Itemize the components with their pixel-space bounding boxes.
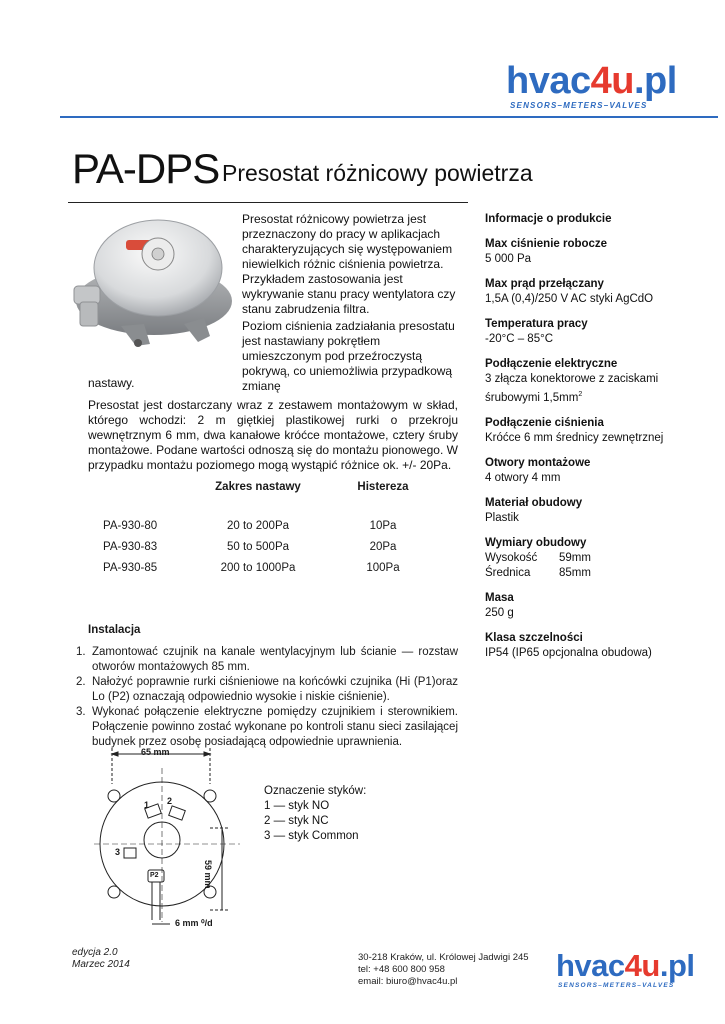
footer-email[interactable]: email: biuro@hvac4u.pl (358, 976, 458, 987)
step-number: 1. (76, 646, 86, 658)
logo-part-hvac: hvac (556, 948, 625, 983)
spec-label: Materiał obudowy (485, 496, 583, 509)
spec-value: IP54 (IP65 opcjonalna obudowa) (485, 646, 652, 659)
product-subtitle: Presostat różnicowy powietrza (222, 160, 533, 186)
logo-part-4u: 4u (624, 948, 660, 983)
spec-item (485, 456, 715, 486)
drawing-lug (204, 790, 216, 802)
installation-heading: Instalacja (88, 624, 141, 636)
spec-label: Podłączenie ciśnienia (485, 416, 604, 429)
photo-pipe-down (80, 302, 98, 326)
spec-dim-row (485, 566, 715, 581)
contact-item: 3 — styk Common (264, 830, 359, 842)
photo-pipe-left (74, 286, 100, 304)
spec-value: -20°C – 85°C (485, 333, 554, 345)
spec-item (485, 591, 715, 621)
spec-value: 5 000 Pa (485, 253, 532, 265)
footer-edition: edycja 2.0 (72, 947, 118, 958)
product-photo (66, 206, 234, 358)
spec-item (485, 317, 715, 347)
footer-logo[interactable] (556, 950, 696, 992)
table-row (103, 536, 443, 557)
logo-part-hvac: hvac (506, 60, 591, 102)
logo-part-pl: .pl (659, 948, 695, 983)
spec-dim-name: Wysokość (485, 551, 538, 564)
spec-label: Temperatura pracy (485, 318, 588, 330)
technical-drawing (90, 744, 250, 940)
spec-item (485, 536, 715, 581)
list-item (76, 645, 458, 675)
installation-steps (76, 645, 458, 750)
col-header-hysteresis: Histereza (357, 481, 409, 493)
list-item (76, 675, 458, 705)
footer-contact-block (358, 952, 529, 988)
cell-model: PA-930-83 (103, 540, 158, 553)
spec-value: Plastik (485, 511, 519, 524)
drawing-terminal-2 (169, 806, 186, 820)
logo-tagline: SENSORS–METERS–VALVES (558, 982, 675, 989)
contact-item: 1 — styk NO (264, 800, 330, 812)
spec-item (485, 631, 715, 661)
parameters-table (103, 481, 443, 578)
specs-heading: Informacje o produkcie (485, 213, 612, 225)
spec-value: 1,5A (0,4)/250 V AC styki AgCdO (485, 293, 654, 305)
drawing-lug (108, 886, 120, 898)
cell-range: 200 to 1000Pa (220, 561, 296, 574)
contacts-heading: Oznaczenie styków: (264, 785, 367, 797)
spec-label: Max prąd przełączany (485, 278, 604, 290)
footer-date: Marzec 2014 (72, 959, 130, 970)
intro-paragraph-2-tail: nastawy. (88, 376, 135, 390)
spec-dim-value: 85mm (559, 566, 591, 579)
drawing-terminal-3 (124, 848, 136, 858)
intro-paragraph-1: Presostat różnicowy powietrza jest przeznaczony do pracy w aplikacjach charakteryzujących się występowaniem niewielkich różnic ciśnienia powietrza. Przykładem zastosowania jest wykrywanie stanu pracy wentylatora czy stanu zabrudzenia filtra. (242, 212, 456, 316)
spec-value: Króćce 6 mm średnicy zewnętrznej (485, 431, 664, 444)
step-text: Nałożyć poprawnie rurki ciśnieniowe na końcówki czujnika (Hi (P1)oraz Lo (P2) oznaczają odpowiednio wysokie i niskie ciśnienie). (92, 676, 458, 703)
logo-part-pl: .pl (633, 60, 677, 102)
spec-value: 4 otwory 4 mm (485, 471, 561, 484)
terminal-label-2: 2 (167, 796, 173, 806)
spec-label: Masa (485, 591, 514, 604)
spec-value-text: 3 złącza konektorowe z zaciskami śrubowymi 1,5mm (485, 373, 659, 404)
cell-hysteresis: 20Pa (369, 540, 397, 553)
cell-hysteresis: 100Pa (366, 561, 400, 574)
col-header-range: Zakres nastawy (215, 481, 301, 493)
table-row (103, 515, 443, 536)
port-label-p2: P2 (150, 872, 159, 879)
spec-item (485, 277, 715, 307)
drawing-lug (108, 790, 120, 802)
footer-address: 30-218 Kraków, ul. Królowej Jadwigi 245 (358, 952, 529, 963)
step-number: 2. (76, 676, 86, 688)
step-text: Wykonać połączenie elektryczne pomiędzy czujnikiem i sterownikiem. Połączenie powinno zostać wykonane po kontroli stanu sieci zasilającej budynek przez osobę posiadającą odpowiednie uprawnienia. (92, 706, 458, 748)
photo-screw-hole (134, 339, 142, 347)
cell-range: 50 to 500Pa (226, 540, 290, 553)
table-row (103, 557, 443, 578)
spec-label: Klasa szczelności (485, 631, 583, 644)
photo-dial-knob (152, 248, 164, 260)
product-code: PA-DPS (72, 145, 220, 192)
spec-label: Wymiary obudowy (485, 536, 587, 549)
spec-label: Max ciśnienie robocze (485, 238, 608, 250)
logo-part-4u: 4u (590, 60, 634, 102)
spec-label: Podłączenie elektryczne (485, 358, 618, 370)
dim-label-height: 59 mm (203, 860, 213, 889)
spec-label: Otwory montażowe (485, 456, 591, 469)
terminal-label-3: 3 (115, 847, 121, 857)
spec-item (485, 237, 715, 267)
spec-value (485, 372, 685, 406)
step-number: 3. (76, 706, 86, 718)
spec-item (485, 496, 715, 526)
footer-phone[interactable]: tel: +48 600 800 958 (358, 964, 445, 975)
spec-item (485, 416, 715, 446)
specs-panel (485, 212, 715, 671)
spec-value: 250 g (485, 606, 514, 619)
spec-dim-name: Średnica (485, 566, 531, 579)
terminal-label-1: 1 (144, 800, 150, 810)
intro-paragraph-3: Presostat jest dostarczany wraz z zestawem montażowym w skład, którego wchodzi: 2 m giętkiej plastikowej rurki o przekroju wewnętrznym 6 mm, dwa kanałowe króćce montażowe, cztery śruby montażowe. Podane wartości odnoszą się do montażu pionowego. W przypadku montażu poziomego mogą wystąpić różnice ok. +/- 20Pa. (88, 398, 458, 472)
dim-label-width: 65 mm (141, 747, 170, 757)
cell-range: 20 to 200Pa (226, 519, 290, 532)
logo-wordmark (556, 950, 696, 981)
dim-label-tube: 6 mm ⁰/d (175, 918, 213, 928)
header-rule (60, 116, 718, 118)
contact-item: 2 — styk NC (264, 815, 329, 827)
cell-hysteresis: 10Pa (369, 519, 397, 532)
spec-item (485, 357, 715, 406)
dim-arrow-left (112, 752, 118, 756)
step-text: Zamontować czujnik na kanale wentylacyjnym lub ścianie — rozstaw otworów montażowych 85 mm. (92, 646, 458, 673)
spec-dim-row (485, 551, 715, 566)
footer-edition-block (72, 947, 130, 971)
spec-dim-value: 59mm (559, 551, 591, 564)
spec-value-sup: 2 (578, 391, 583, 398)
parameters-table-header (103, 481, 443, 515)
logo-tagline: SENSORS–METERS–VALVES (510, 101, 648, 110)
header-logo[interactable] (506, 62, 686, 112)
logo-wordmark (506, 62, 686, 100)
cell-model: PA-930-85 (103, 561, 158, 574)
dim-arrow-right (204, 752, 210, 756)
intro-paragraph-2: Poziom ciśnienia zadziałania presostatu jest nastawiany pokrętłem umieszczonym pod przeźroczystą pokrywą, co uniemożliwia przypadkową zmianę (242, 319, 455, 393)
title-rule (68, 202, 468, 203)
cell-model: PA-930-80 (103, 519, 158, 532)
